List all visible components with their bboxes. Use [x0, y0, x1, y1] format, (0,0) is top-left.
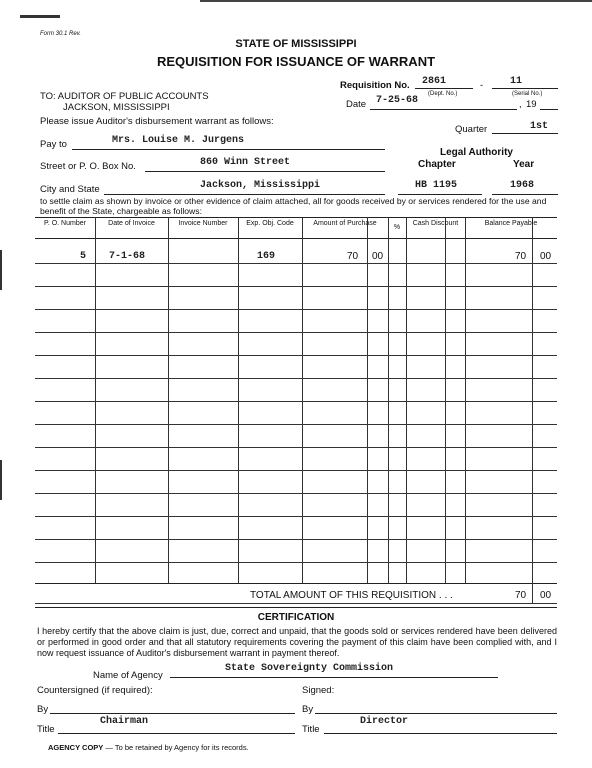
header-balance-payable: Balance Payable: [484, 220, 538, 227]
title-left-value: Chairman: [100, 716, 149, 727]
by-label-right: By: [302, 704, 314, 715]
street-label: Street or P. O. Box No.: [40, 161, 136, 172]
addressee-line2: JACKSON, MISSISSIPPI: [63, 102, 170, 113]
header-cash-discount: Cash Discount: [412, 220, 459, 227]
quarter-label: Quarter: [455, 124, 488, 135]
row-balance-cents: 00: [540, 251, 552, 262]
row-po-number: 5: [80, 251, 87, 262]
header-invoice-number: Invoice Number: [178, 220, 228, 227]
row-amount-cents: 00: [372, 251, 384, 262]
title-label-right: Title: [302, 724, 320, 735]
year-prefix: 19: [526, 99, 537, 110]
scan-mark: [200, 0, 592, 2]
total-cents: 00: [540, 590, 552, 601]
city-label: City and State: [40, 184, 100, 195]
street-value: 860 Winn Street: [200, 157, 291, 168]
certification-text: I hereby certify that the above claim is just, due, correct and unpaid, that the goods sold or services rendered have been delivered or performed in good order and that all statutory requirements covering the payment of this claim have been complied with, and I now request issuance of Auditor's disbursement warrant in payment thereof.: [37, 626, 557, 658]
scan-mark: [20, 15, 60, 18]
state-heading: STATE OF MISSISSIPPI: [235, 38, 357, 50]
scan-mark: [0, 460, 2, 500]
dept-number: 2861: [422, 76, 447, 87]
countersigned-label: Countersigned (if required):: [37, 685, 153, 696]
row-balance-dollars: 70: [515, 251, 527, 262]
serial-number: 11: [510, 76, 523, 87]
row-exp-obj-code: 169: [257, 251, 276, 262]
form-number: Form 30.1 Rev.: [40, 31, 81, 37]
claim-table: [35, 217, 557, 603]
agency-copy-label: AGENCY COPY: [48, 743, 104, 752]
pay-to-label: Pay to: [40, 139, 67, 150]
instruction-text: Please issue Auditor's disbursement warrant as follows:: [40, 116, 274, 127]
header-amount-of-purchase: Amount of Purchase: [313, 220, 377, 227]
claim-text: to settle claim as shown by invoice or other evidence of claim attached, all for goods received by or services rendered for the use and benefit of the State, chargeable as follows:: [40, 196, 547, 216]
header-percent: %: [393, 224, 401, 231]
row-amount-dollars: 70: [347, 251, 359, 262]
addressee-line1: TO: AUDITOR OF PUBLIC ACCOUNTS: [40, 91, 209, 102]
city-value: Jackson, Mississippi: [200, 180, 321, 191]
certification-title: CERTIFICATION: [257, 612, 335, 623]
total-label: TOTAL AMOUNT OF THIS REQUISITION . . .: [250, 590, 453, 601]
agency-value: State Sovereignty Commission: [225, 663, 394, 674]
serial-no-caption: (Serial No.): [512, 91, 543, 97]
legal-authority-label: Legal Authority: [440, 147, 513, 158]
signed-label: Signed:: [302, 685, 335, 696]
header-exp-obj-code: Exp. Obj. Code: [246, 220, 294, 227]
requisition-label: Requisition No.: [340, 80, 410, 91]
dept-no-caption: (Dept. No.): [428, 91, 458, 97]
header-po-number: P. O. Number: [44, 220, 86, 227]
by-label-left: By: [37, 704, 49, 715]
requisition-date: 7-25-68: [376, 95, 419, 106]
title-label-left: Title: [37, 724, 55, 735]
total-dollars: 70: [515, 590, 527, 601]
year-label: Year: [513, 159, 535, 170]
scan-mark: [0, 250, 2, 290]
chapter-value: HB 1195: [415, 180, 458, 191]
pay-to-value: Mrs. Louise M. Jurgens: [112, 135, 245, 146]
agency-copy-text: — To be retained by Agency for its records.: [105, 743, 249, 752]
form-title: REQUISITION FOR ISSUANCE OF WARRANT: [156, 54, 436, 69]
agency-label: Name of Agency: [93, 670, 163, 681]
title-right-value: Director: [360, 716, 409, 727]
date-label: Date: [346, 99, 367, 110]
row-date-of-invoice: 7-1-68: [109, 251, 146, 262]
header-date-of-invoice: Date of Invoice: [108, 220, 155, 227]
year-value: 1968: [510, 180, 535, 191]
chapter-label: Chapter: [418, 159, 456, 170]
quarter-value: 1st: [530, 121, 549, 132]
